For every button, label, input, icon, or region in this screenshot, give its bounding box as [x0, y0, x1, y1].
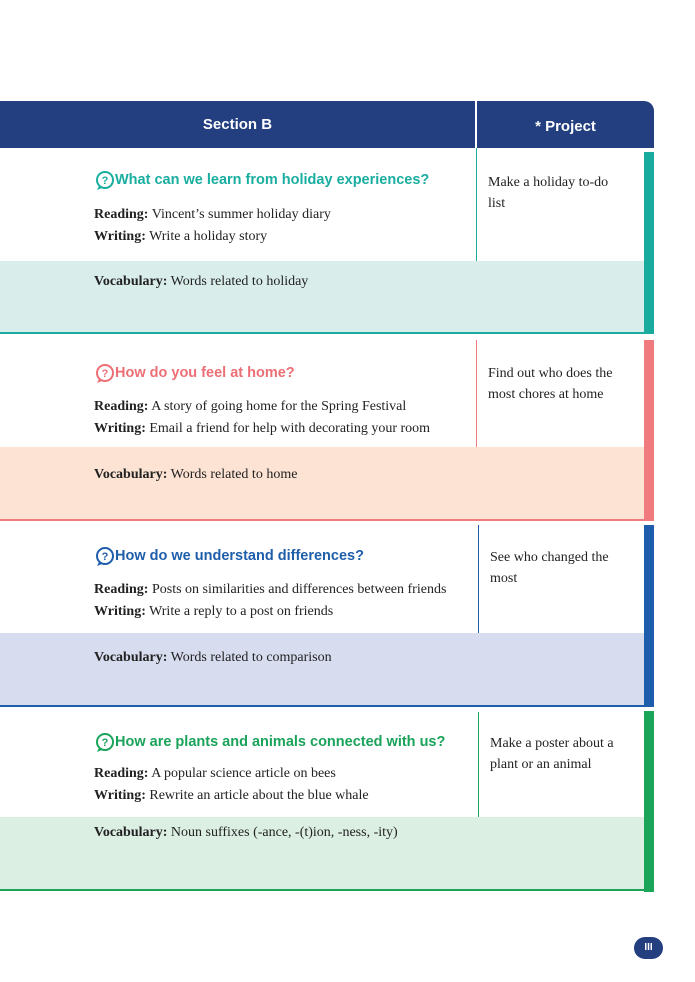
question-icon — [95, 547, 113, 565]
writing-text: Write a reply to a post on friends — [149, 604, 334, 619]
svg-text:?: ? — [101, 551, 109, 563]
vocabulary-label: Vocabulary: — [94, 467, 168, 482]
project-text: Make a poster about a plant or an animal — [490, 736, 614, 772]
unit-row-1 — [0, 148, 654, 335]
svg-text:?: ? — [101, 737, 109, 749]
unit-row-3 — [0, 523, 654, 709]
vocabulary-line — [94, 274, 308, 290]
writing-text: Email a friend for help with decorating your room — [149, 421, 431, 436]
page-number: III — [634, 937, 663, 959]
reading-label: Reading: — [94, 207, 149, 222]
question-icon — [95, 733, 113, 751]
row-bottom-line — [0, 889, 654, 891]
vocabulary-band — [0, 261, 644, 333]
writing-text: Write a holiday story — [149, 229, 268, 244]
unit-row-4 — [0, 709, 654, 894]
accent-bar — [644, 152, 654, 334]
writing-text: Rewrite an article about the blue whale — [149, 788, 369, 803]
column-divider — [476, 340, 477, 447]
question-text: How are plants and animals connected with us? — [115, 734, 446, 750]
writing-label: Writing: — [94, 604, 146, 619]
writing-line — [94, 604, 333, 620]
svg-text:?: ? — [101, 368, 109, 380]
vocabulary-text: Words related to holiday — [170, 274, 309, 289]
unit-question — [95, 364, 295, 382]
vocabulary-text: Words related to comparison — [170, 650, 332, 665]
writing-label: Writing: — [94, 229, 146, 244]
unit-row-2 — [0, 336, 654, 523]
accent-bar — [644, 711, 654, 892]
project-text: Make a holiday to-do list — [488, 175, 609, 211]
svg-text:?: ? — [101, 175, 109, 187]
unit-question — [95, 171, 429, 189]
writing-label: Writing: — [94, 788, 146, 803]
accent-bar — [644, 340, 654, 521]
column-divider — [478, 525, 479, 633]
vocabulary-label: Vocabulary: — [94, 650, 168, 665]
row-bottom-line — [0, 705, 654, 707]
project-text: Find out who does the most chores at home — [488, 366, 613, 402]
vocabulary-label: Vocabulary: — [94, 825, 168, 840]
vocabulary-line — [94, 650, 332, 666]
writing-line — [94, 421, 430, 437]
reading-line — [94, 582, 446, 598]
unit-question — [95, 547, 364, 565]
reading-line — [94, 207, 331, 223]
reading-label: Reading: — [94, 399, 149, 414]
reading-line — [94, 766, 336, 782]
question-icon — [95, 364, 113, 382]
vocabulary-text: Words related to home — [170, 467, 298, 482]
reading-label: Reading: — [94, 582, 149, 597]
question-icon — [95, 171, 113, 189]
vocabulary-band — [0, 633, 644, 705]
question-text: How do you feel at home? — [115, 365, 295, 381]
reading-text: Posts on similarities and differences between friends — [151, 582, 447, 597]
project-heading: * Project — [535, 118, 596, 135]
reading-text: A popular science article on bees — [151, 766, 336, 781]
writing-line — [94, 788, 369, 804]
reading-text: Vincent’s summer holiday diary — [151, 207, 331, 222]
reading-label: Reading: — [94, 766, 149, 781]
accent-bar — [644, 525, 654, 707]
project-text: See who changed the most — [490, 550, 609, 586]
question-text: What can we learn from holiday experiences? — [115, 172, 430, 188]
unit-question — [95, 733, 445, 751]
column-divider — [476, 148, 477, 261]
question-text: How do we understand differences? — [115, 548, 364, 564]
vocabulary-line — [94, 467, 297, 483]
column-divider — [478, 712, 479, 817]
section-b-heading: Section B — [202, 116, 273, 133]
vocabulary-label: Vocabulary: — [94, 274, 168, 289]
vocabulary-text: Noun suffixes (-ance, -(t)ion, -ness, -ity) — [170, 825, 398, 840]
reading-text: A story of going home for the Spring Festival — [151, 399, 407, 414]
vocabulary-band — [0, 447, 644, 519]
table-header — [0, 101, 654, 148]
writing-line — [94, 229, 267, 245]
writing-label: Writing: — [94, 421, 146, 436]
reading-line — [94, 399, 406, 415]
row-bottom-line — [0, 519, 654, 521]
vocabulary-line — [94, 825, 398, 841]
row-bottom-line — [0, 332, 654, 334]
